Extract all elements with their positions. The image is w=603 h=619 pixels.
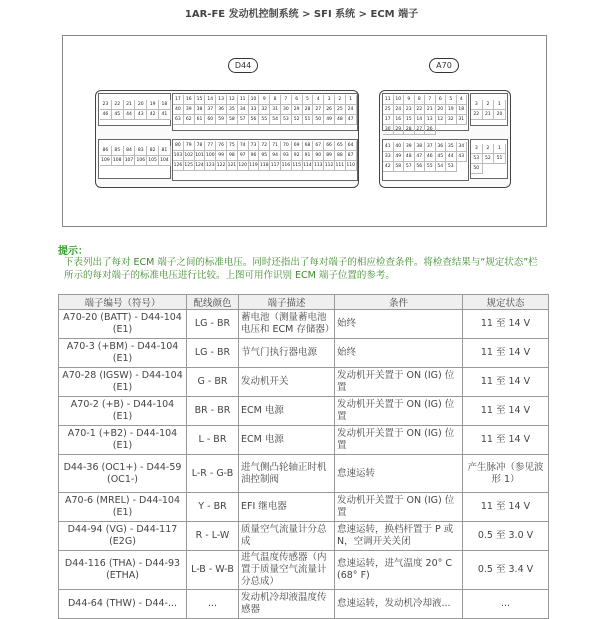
a70-pin: 21 <box>425 105 436 115</box>
a70-pin: 36 <box>436 142 447 152</box>
d44-pin: 4 <box>313 95 324 105</box>
d44-pin: 45 <box>112 110 124 120</box>
table-header-row <box>59 295 549 310</box>
d44-pin: 94 <box>270 151 281 161</box>
d44-pin: 15 <box>195 95 206 105</box>
a70-pin: 42 <box>383 162 394 172</box>
d44-pin: 118 <box>259 161 270 171</box>
d44-pin: 72 <box>259 141 270 151</box>
d44-pin: 8 <box>270 95 281 105</box>
d44-pin: 69 <box>292 141 303 151</box>
a70-pin: 45 <box>436 152 447 162</box>
cell-terminal: A70-2 (+B) - D44-104 (E1) <box>59 397 187 426</box>
table-row <box>59 455 549 493</box>
col-header-specified-state: 规定状态 <box>463 295 549 310</box>
d44-pin: 77 <box>205 141 216 151</box>
cell-description: ECM 电源 <box>239 397 335 426</box>
a70-pin: 27 <box>415 125 426 135</box>
d44-pin: 46 <box>100 110 112 120</box>
d44-pin: 97 <box>238 151 249 161</box>
breadcrumb: 1AR-FE 发动机控制系统 > SFI 系统 > ECM 端子 <box>184 9 419 20</box>
cell-wire-color: LG - BR <box>187 339 239 368</box>
d44-pin: 54 <box>270 115 281 125</box>
d44-pin: 79 <box>184 141 195 151</box>
d44-pin: 38 <box>195 105 206 115</box>
d44-pin: 22 <box>112 100 124 110</box>
d44-pin: 121 <box>227 161 238 171</box>
d44-pin: 89 <box>324 151 335 161</box>
a70-connector <box>379 90 511 188</box>
d44-pin: 28 <box>303 105 314 115</box>
d44-pin: 33 <box>249 105 260 115</box>
d44-pin: 1 <box>346 95 357 105</box>
cell-terminal: D44-116 (THA) - D44-93 (ETHA) <box>59 551 187 590</box>
a70-pin: 48 <box>404 152 415 162</box>
d44-pin: 111 <box>335 161 346 171</box>
a70-pin: 2 <box>483 144 495 154</box>
table-row <box>59 522 549 551</box>
a70-pin: 53 <box>446 162 457 172</box>
a70-pin: 5 <box>446 95 457 105</box>
cell-specified-state: 11 至 14 V <box>463 397 549 426</box>
d44-pin: 86 <box>100 146 112 156</box>
cell-description: ECM 电源 <box>239 426 335 455</box>
cell-specified-state: 11 至 14 V <box>463 426 549 455</box>
hint-text: 下表列出了每对 ECM 端子之间的标准电压。同时还指出了每对端子的相应检查条件。将检查结果与“规定状态”栏所示的每对端子的标准电压进行比较。上图可用作识别 ECM 端子位置的参考。 <box>64 257 538 281</box>
d44-block-1 <box>98 93 171 126</box>
cell-description: 节气门执行器电源 <box>239 339 335 368</box>
d44-connector <box>95 90 359 188</box>
a70-pin: 41 <box>383 142 394 152</box>
d44-pin: 70 <box>281 141 292 151</box>
cell-condition: 发动机开关置于 ON (IG) 位置 <box>335 397 463 426</box>
a70-pin: 20 <box>494 110 506 120</box>
table-row <box>59 397 549 426</box>
cell-description: EFI 继电器 <box>239 493 335 522</box>
d44-pin: 41 <box>159 110 171 120</box>
col-header-wire-color: 配线颜色 <box>187 295 239 310</box>
d44-pin: 16 <box>184 95 195 105</box>
d44-pin: 47 <box>346 115 357 125</box>
cell-wire-color: Y - BR <box>187 493 239 522</box>
a70-block-4 <box>470 139 508 179</box>
cell-condition: 怠速运转，进气温度 20° C (68° F) <box>335 551 463 590</box>
cell-terminal: A70-6 (MREL) - D44-104 (E1) <box>59 493 187 522</box>
d44-pin: 119 <box>249 161 260 171</box>
d44-pin: 26 <box>324 105 335 115</box>
a70-pin: 52 <box>483 154 495 164</box>
d44-pin: 115 <box>292 161 303 171</box>
d44-pin: 48 <box>335 115 346 125</box>
a70-pin: 54 <box>436 162 447 172</box>
d44-pin: 39 <box>184 105 195 115</box>
a70-pin: 22 <box>415 105 426 115</box>
table-row <box>59 590 549 619</box>
a70-pin: 24 <box>394 105 405 115</box>
d44-pin: 106 <box>135 156 147 166</box>
d44-pin: 104 <box>159 156 171 166</box>
a70-block-3 <box>382 139 469 181</box>
d44-pin: 27 <box>313 105 324 115</box>
a70-pin: 28 <box>404 125 415 135</box>
a70-pin: 58 <box>394 162 405 172</box>
a70-pin: 33 <box>383 152 394 162</box>
a70-pin: 43 <box>457 152 468 162</box>
cell-terminal: A70-1 (+B2) - D44-104 (E1) <box>59 426 187 455</box>
d44-pin: 30 <box>281 105 292 115</box>
cell-condition: 怠速运转，换档杆置于 P 或 N，空调开关关闭 <box>335 522 463 551</box>
a70-pin: 20 <box>436 105 447 115</box>
cell-terminal: A70-20 (BATT) - D44-104 (E1) <box>59 310 187 339</box>
a70-pin: 25 <box>383 105 394 115</box>
ecm-connector-diagram <box>62 35 547 227</box>
a70-pin: 57 <box>404 162 415 172</box>
a70-block-1 <box>382 93 469 131</box>
d44-pin: 25 <box>335 105 346 115</box>
table-row <box>59 426 549 455</box>
d44-pin: 82 <box>147 146 159 156</box>
a70-pin: 11 <box>383 95 394 105</box>
d44-pin: 88 <box>335 151 346 161</box>
d44-pin: 11 <box>238 95 249 105</box>
a70-pin: 34 <box>457 142 468 152</box>
d44-pin: 63 <box>173 115 184 125</box>
d44-pin: 102 <box>184 151 195 161</box>
a70-pin: 49 <box>394 152 405 162</box>
d44-pin: 73 <box>249 141 260 151</box>
a70-pin: 53 <box>471 154 483 164</box>
d44-pin: 96 <box>249 151 260 161</box>
d44-pin: 10 <box>249 95 260 105</box>
cell-condition: 怠速运转，发动机冷却液... <box>335 590 463 619</box>
a70-pin: 46 <box>425 152 436 162</box>
d44-pin: 12 <box>227 95 238 105</box>
cell-terminal: A70-3 (+BM) - D44-104 (E1) <box>59 339 187 368</box>
a70-pin: 22 <box>471 110 483 120</box>
col-header-condition: 条件 <box>335 295 463 310</box>
d44-block-4 <box>172 139 358 181</box>
d44-pin: 80 <box>173 141 184 151</box>
d44-pin: 67 <box>313 141 324 151</box>
cell-condition: 怠速运转 <box>335 455 463 493</box>
d44-pin: 68 <box>303 141 314 151</box>
d44-pin: 7 <box>281 95 292 105</box>
d44-pin: 101 <box>195 151 206 161</box>
table-row <box>59 368 549 397</box>
d44-pin: 61 <box>195 115 206 125</box>
d44-pin: 74 <box>238 141 249 151</box>
d44-pin: 58 <box>227 115 238 125</box>
cell-condition: 发动机开关置于 ON (IG) 位置 <box>335 493 463 522</box>
hint-title: 提示： <box>58 246 88 257</box>
d44-pin: 113 <box>313 161 324 171</box>
d44-pin: 34 <box>238 105 249 115</box>
cell-description: 进气侧凸轮轴正时机油控制阀 <box>239 455 335 493</box>
a70-pin: 35 <box>446 142 457 152</box>
d44-pin: 29 <box>292 105 303 115</box>
d44-pin: 64 <box>346 141 357 151</box>
d44-pin: 57 <box>238 115 249 125</box>
cell-specified-state: 11 至 14 V <box>463 339 549 368</box>
table-row <box>59 493 549 522</box>
d44-pin: 53 <box>281 115 292 125</box>
d44-pin: 114 <box>303 161 314 171</box>
d44-pin: 44 <box>124 110 136 120</box>
cell-specified-state: 产生脉冲（参见波形 1） <box>463 455 549 493</box>
d44-pin: 32 <box>259 105 270 115</box>
d44-pin: 43 <box>135 110 147 120</box>
d44-pin: 65 <box>335 141 346 151</box>
a70-pin: 10 <box>394 95 405 105</box>
cell-terminal: D44-36 (OC1+) - D44-59 (OC1-) <box>59 455 187 493</box>
d44-pin: 123 <box>205 161 216 171</box>
a70-pin: 3 <box>471 100 483 110</box>
d44-pin: 98 <box>227 151 238 161</box>
a70-pin: 7 <box>425 95 436 105</box>
cell-terminal: A70-28 (IGSW) - D44-104 (E1) <box>59 368 187 397</box>
d44-pin: 84 <box>124 146 136 156</box>
a70-pin: 3 <box>471 144 483 154</box>
a70-pin: 26 <box>425 125 436 135</box>
col-header-terminal: 端子编号（符号） <box>59 295 187 310</box>
d44-pin: 112 <box>324 161 335 171</box>
d44-pin: 17 <box>173 95 184 105</box>
d44-pin: 62 <box>184 115 195 125</box>
cell-specified-state: ... <box>463 590 549 619</box>
d44-pin: 76 <box>216 141 227 151</box>
cell-description: 蓄电池（测量蓄电池电压和 ECM 存储器） <box>239 310 335 339</box>
d44-pin: 56 <box>249 115 260 125</box>
d44-pin: 6 <box>292 95 303 105</box>
a70-pin: 12 <box>436 115 447 125</box>
cell-wire-color: ... <box>187 590 239 619</box>
a70-pin: 1 <box>494 144 506 154</box>
cell-condition: 始终 <box>335 310 463 339</box>
cell-description: 进气温度传感器（内置于质量空气流量计分总成） <box>239 551 335 590</box>
cell-specified-state: 0.5 至 3.0 V <box>463 522 549 551</box>
cell-specified-state: 11 至 14 V <box>463 368 549 397</box>
d44-pin: 109 <box>100 156 112 166</box>
d44-pin: 3 <box>324 95 335 105</box>
d44-pin: 59 <box>216 115 227 125</box>
d44-pin: 91 <box>303 151 314 161</box>
d44-pin: 14 <box>205 95 216 105</box>
d44-pin: 93 <box>281 151 292 161</box>
cell-description: 质量空气流量计分总成 <box>239 522 335 551</box>
a70-pin: 56 <box>415 162 426 172</box>
col-header-description: 端子描述 <box>239 295 335 310</box>
d44-pin: 71 <box>270 141 281 151</box>
table-row <box>59 310 549 339</box>
d44-pin: 99 <box>216 151 227 161</box>
d44-pin: 36 <box>216 105 227 115</box>
a70-pin: 44 <box>446 152 457 162</box>
a70-pin: 18 <box>457 105 468 115</box>
a70-block-2 <box>470 93 508 126</box>
a70-pin: 6 <box>436 95 447 105</box>
d44-pin: 31 <box>270 105 281 115</box>
d44-pin: 83 <box>135 146 147 156</box>
cell-specified-state: 0.5 至 3.4 V <box>463 551 549 590</box>
cell-wire-color: L - BR <box>187 426 239 455</box>
a70-pin: 40 <box>394 142 405 152</box>
a70-pin: 37 <box>425 142 436 152</box>
d44-pin: 2 <box>335 95 346 105</box>
d44-pin: 122 <box>216 161 227 171</box>
d44-pin: 18 <box>159 100 171 110</box>
d44-pin: 108 <box>112 156 124 166</box>
a70-pin: 16 <box>394 115 405 125</box>
d44-pin: 100 <box>205 151 216 161</box>
d44-pin: 55 <box>259 115 270 125</box>
cell-wire-color: L-B - W-B <box>187 551 239 590</box>
d44-pin: 81 <box>159 146 171 156</box>
a70-pin: 8 <box>415 95 426 105</box>
a70-pin: 13 <box>425 115 436 125</box>
d44-pin: 92 <box>292 151 303 161</box>
d44-pin: 87 <box>346 151 357 161</box>
d44-pin: 52 <box>292 115 303 125</box>
d44-pin: 90 <box>313 151 324 161</box>
d44-pin: 103 <box>173 151 184 161</box>
d44-pin: 124 <box>195 161 206 171</box>
cell-condition: 发动机开关置于 ON (IG) 位置 <box>335 426 463 455</box>
cell-wire-color: BR - BR <box>187 397 239 426</box>
d44-pin: 5 <box>303 95 314 105</box>
cell-wire-color: G - BR <box>187 368 239 397</box>
a70-pin: 32 <box>446 115 457 125</box>
d44-pin: 24 <box>346 105 357 115</box>
d44-pin: 49 <box>324 115 335 125</box>
a70-pin: 50 <box>471 164 483 174</box>
a70-pin: 39 <box>404 142 415 152</box>
a70-pin: 1 <box>494 100 506 110</box>
d44-pin: 66 <box>324 141 335 151</box>
d44-pin: 42 <box>147 110 159 120</box>
a70-pin: 51 <box>494 154 506 164</box>
a70-pin: 21 <box>483 110 495 120</box>
cell-terminal: D44-94 (VG) - D44-117 (E2G) <box>59 522 187 551</box>
d44-block-2 <box>172 93 358 131</box>
a70-pin: 38 <box>415 142 426 152</box>
a70-pin: 2 <box>483 100 495 110</box>
d44-pin: 35 <box>227 105 238 115</box>
d44-pin: 19 <box>147 100 159 110</box>
cell-specified-state: 11 至 14 V <box>463 310 549 339</box>
d44-pin: 51 <box>303 115 314 125</box>
a70-pin: 47 <box>415 152 426 162</box>
d44-pin: 21 <box>124 100 136 110</box>
cell-wire-color: R - L-W <box>187 522 239 551</box>
cell-wire-color: L-R - G-B <box>187 455 239 493</box>
a70-pin: 29 <box>394 125 405 135</box>
a70-pin: 55 <box>425 162 436 172</box>
d44-pin: 116 <box>281 161 292 171</box>
cell-condition: 始终 <box>335 339 463 368</box>
a70-pin: 4 <box>457 95 468 105</box>
d44-pin: 126 <box>173 161 184 171</box>
d44-pin: 107 <box>124 156 136 166</box>
d44-pin: 110 <box>346 161 357 171</box>
d44-pin: 60 <box>205 115 216 125</box>
d44-block-3 <box>98 139 171 179</box>
table-row <box>59 339 549 368</box>
table-row <box>59 551 549 590</box>
a70-connector-label: A70 <box>429 58 459 73</box>
a70-pin: 15 <box>404 115 415 125</box>
cell-terminal: D44-64 (THW) - D44-... <box>59 590 187 619</box>
a70-pin: 30 <box>383 125 394 135</box>
d44-pin: 13 <box>216 95 227 105</box>
d44-pin: 9 <box>259 95 270 105</box>
cell-condition: 发动机开关置于 ON (IG) 位置 <box>335 368 463 397</box>
d44-pin: 75 <box>227 141 238 151</box>
d44-pin: 117 <box>270 161 281 171</box>
cell-specified-state: 11 至 14 V <box>463 493 549 522</box>
d44-pin: 125 <box>184 161 195 171</box>
a70-pin: 14 <box>415 115 426 125</box>
d44-pin: 85 <box>112 146 124 156</box>
d44-connector-label: D44 <box>228 58 258 73</box>
d44-pin: 40 <box>173 105 184 115</box>
d44-pin: 23 <box>100 100 112 110</box>
d44-pin: 105 <box>147 156 159 166</box>
d44-pin: 50 <box>313 115 324 125</box>
d44-pin: 120 <box>238 161 249 171</box>
a70-pin: 23 <box>404 105 415 115</box>
cell-description: 发动机开关 <box>239 368 335 397</box>
d44-pin: 20 <box>135 100 147 110</box>
ecm-terminal-table <box>58 294 549 619</box>
a70-pin: 31 <box>457 115 468 125</box>
d44-pin: 95 <box>259 151 270 161</box>
cell-description: 发动机冷却液温度传感器 <box>239 590 335 619</box>
d44-pin: 37 <box>205 105 216 115</box>
cell-wire-color: LG - BR <box>187 310 239 339</box>
a70-pin: 17 <box>383 115 394 125</box>
d44-pin: 78 <box>195 141 206 151</box>
a70-pin: 19 <box>446 105 457 115</box>
a70-pin: 9 <box>404 95 415 105</box>
